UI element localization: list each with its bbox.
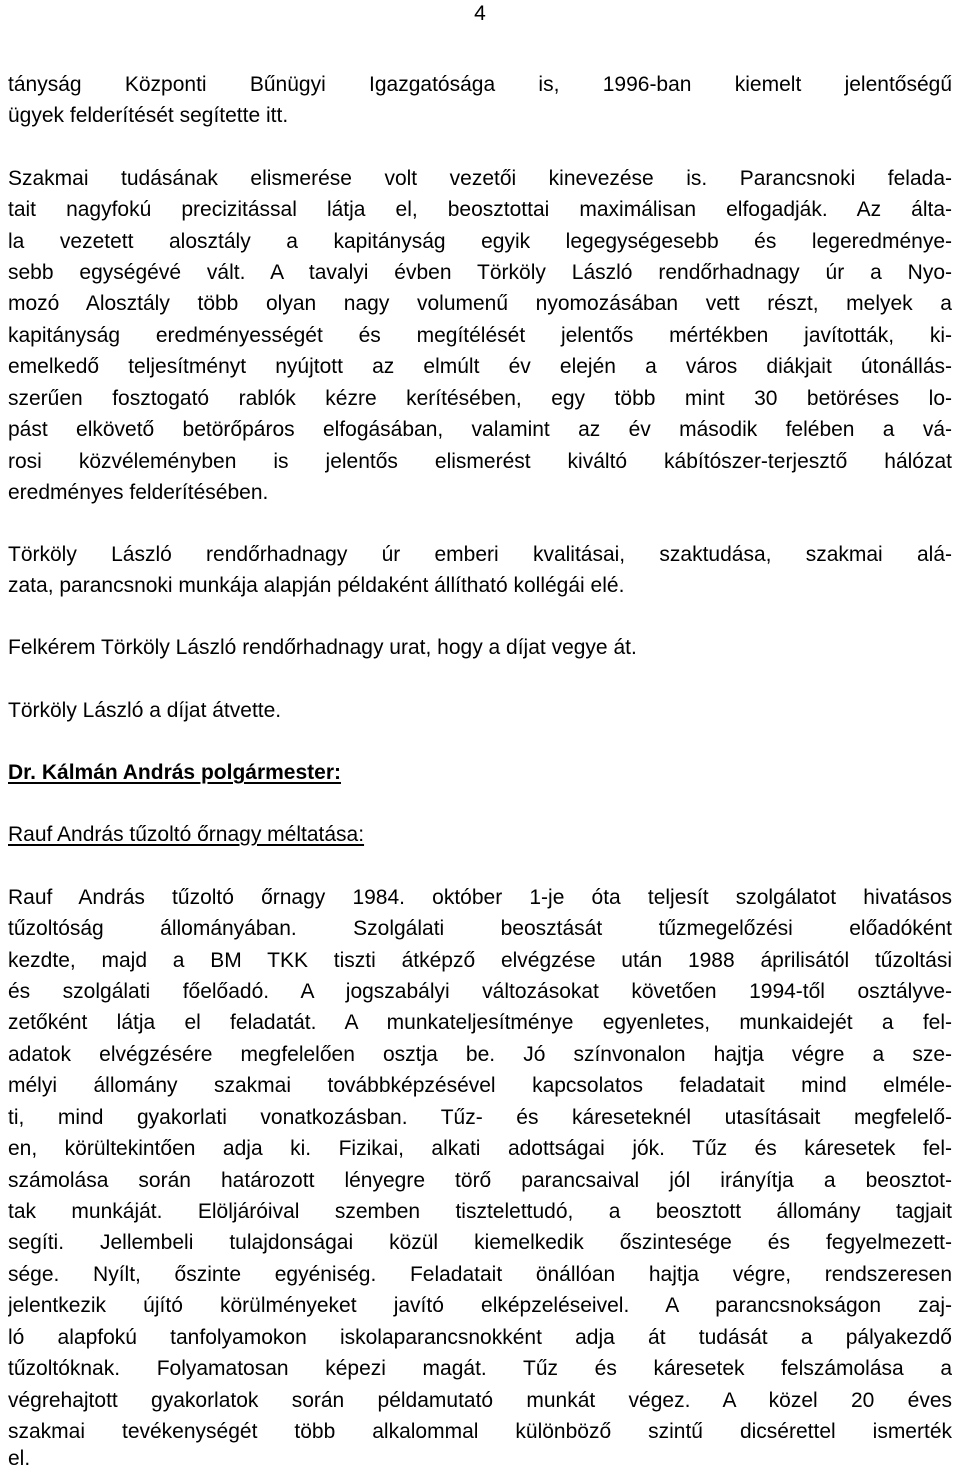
text-line: szerűen fosztogató rablók kézre kerítésében, egy több mint 30 betöréses lo- — [8, 387, 952, 410]
text-line: en, körültekintően adja ki. Fizikai, alkati adottságai jók. Tűz és káresetek fel- — [8, 1137, 952, 1160]
text-line: sége. Nyílt, őszinte egyéniség. Feladatait önállóan hajtja végre, rendszeresen — [8, 1263, 952, 1286]
text-line: végrehajtott gyakorlatok során példamutató munkát végez. A közel 20 éves — [8, 1389, 952, 1412]
text-line: emelkedő teljesítményt nyújtott az elmúlt év elején a város diákjait útonállás- — [8, 355, 952, 378]
text-line: adatok elvégzésére megfelelően osztja be. Jó színvonalon hajtja végre a sze- — [8, 1043, 952, 1066]
text-line: kezdte, majd a BM TKK tiszti átképző elvégzése után 1988 áprilisától tűzoltási — [8, 949, 952, 972]
text-line: sebb egységévé vált. A tavalyi évben Törköly László rendőrhadnagy úr a Nyo- — [8, 261, 952, 284]
text-line: és szolgálati főelőadó. A jogszabályi változásokat követően 1994-től osztályve- — [8, 980, 952, 1003]
page-number: 4 — [474, 2, 486, 25]
text-line: la vezetett alosztály a kapitányság egyik legegységesebb és legeredménye- — [8, 230, 952, 253]
text-line: mélyi állomány szakmai továbbképzésével kapcsolatos feladatait mind elméle- — [8, 1074, 952, 1097]
text-line: eredményes felderítésében. — [8, 481, 269, 504]
text-line: kapitányság eredményességét és megítélését jelentős mértékben javították, ki- — [8, 324, 952, 347]
text-line: ló alapfokú tanfolyamokon iskolaparancsnokként adja át tudását a pályakezdő — [8, 1326, 952, 1349]
text-line: Törköly László a díjat átvette. — [8, 699, 282, 722]
speaker-heading: Dr. Kálmán András polgármester: — [8, 761, 341, 784]
text-line: pást elkövető betörőpáros elfogásában, valamint az év második felében a vá- — [8, 418, 952, 441]
text-line: ti, mind gyakorlati vonatkozásban. Tűz- és káreseteknél utasításait megfelelő- — [8, 1106, 952, 1129]
text-line: Törköly László rendőrhadnagy úr emberi kvalitásai, szaktudása, szakmai alá- — [8, 543, 952, 566]
text-line: zetőként látja el feladatát. A munkateljesítménye egyenletes, munkaidejét a fel- — [8, 1011, 952, 1034]
text-line: tűzoltóság állományában. Szolgálati beosztását tűzmegelőzési előadóként — [8, 917, 952, 940]
section-heading: Rauf András tűzoltó őrnagy méltatása: — [8, 823, 365, 846]
text-line: el. — [8, 1447, 31, 1470]
text-line: ügyek felderítését segítette itt. — [8, 104, 289, 127]
text-line: rosi közvéleményben is jelentős elismerést kiváltó kábítószer-terjesztő hálózat — [8, 450, 952, 473]
text-line: mozó Alosztály több olyan nagy volumenű nyomozásában vett részt, melyek a — [8, 292, 952, 315]
text-line: tak munkáját. Elöljáróival szemben tisztelettudó, a beosztott állomány tagjait — [8, 1200, 952, 1223]
text-line: tányság Központi Bűnügyi Igazgatósága is, 1996-ban kiemelt jelentőségű — [8, 73, 952, 96]
text-line: Rauf András tűzoltó őrnagy 1984. október 1-je óta teljesít szolgálatot hivatásos — [8, 886, 952, 909]
text-line: zata, parancsnoki munkája alapján példaként állítható kollégái elé. — [8, 574, 625, 597]
text-line: jelentkezik újító körülményeket javító elképzeléseivel. A parancsnokságon zaj- — [8, 1294, 952, 1317]
text-line: szakmai tevékenységét több alkalommal különböző szintű dicsérettel ismerték — [8, 1420, 952, 1443]
text-line: Szakmai tudásának elismerése volt vezetői kinevezése is. Parancsnoki felada- — [8, 167, 952, 190]
text-line: tűzoltóknak. Folyamatosan képezi magát. Tűz és káresetek felszámolása a — [8, 1357, 952, 1380]
text-line: Felkérem Törköly László rendőrhadnagy urat, hogy a díjat vegye át. — [8, 636, 637, 659]
text-line: számolása során határozott lényegre törő parancsaival jól irányítja a beosztot- — [8, 1169, 952, 1192]
text-line: segíti. Jellembeli tulajdonságai közül kiemelkedik őszintesége és fegyelmezett- — [8, 1231, 952, 1254]
text-line: tait nagyfokú precizitással látja el, beosztottai maximálisan elfogadják. Az álta- — [8, 198, 952, 221]
